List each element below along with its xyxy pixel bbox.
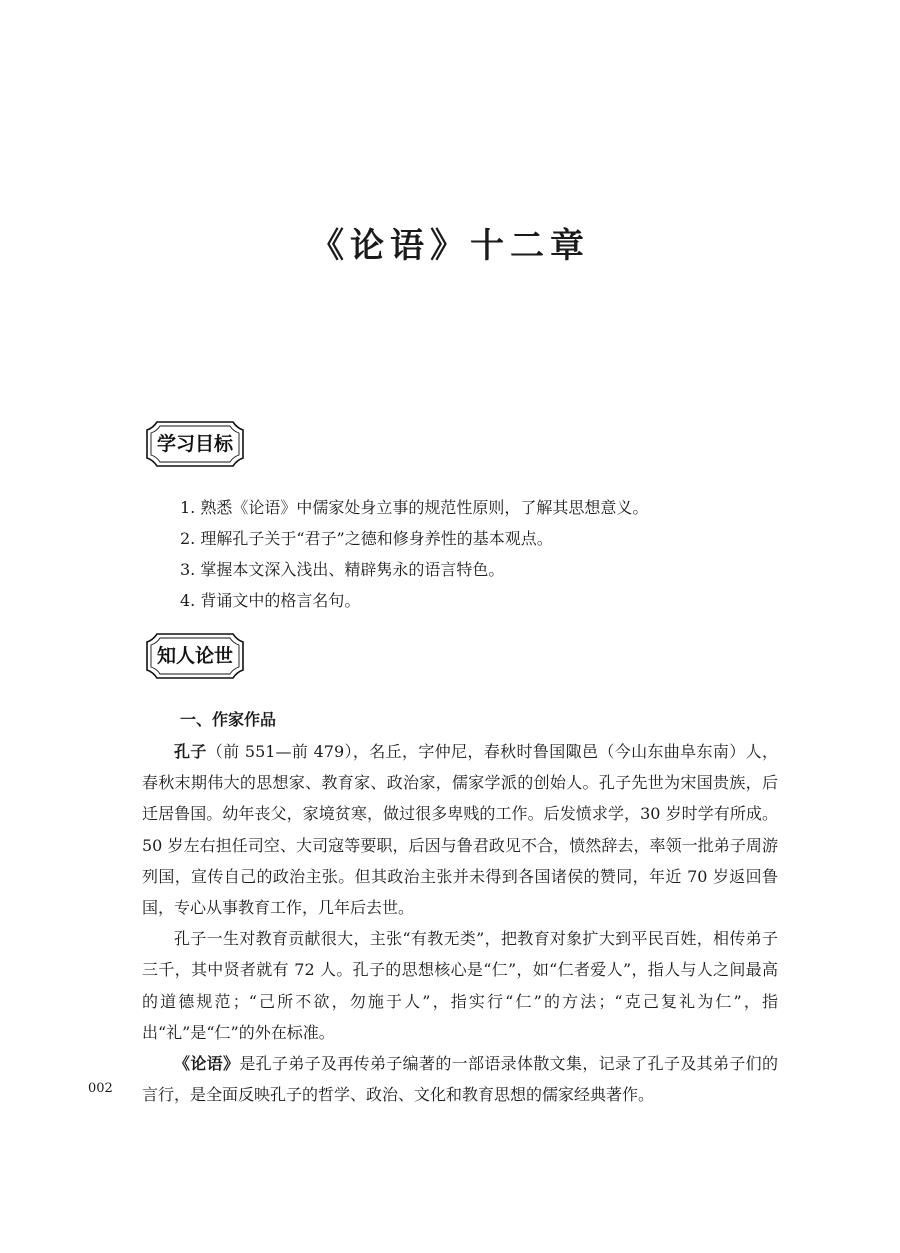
paragraph-text: （前 551—前 479），名丘，字仲尼，春秋时鲁国陬邑（今山东曲阜东南）人，春秋末期伟大的思想家、教育家、政治家，儒家学派的创始人。孔子先世为宋国贵族，后迁居鲁国。幼年丧父，家境贫寒，做过很多卑贱的工作。后发愤求学，30 岁时学有所成。50 岁左右担任司空、大司寇等要职，后因与鲁君政见不合，愤然辞去，率领一批弟子周游列国，宣传自己的政治主张。但其政治主张并未得到各国诸侯的赞同，年近 70 岁返回鲁国，专心从事教育工作，几年后去世。 xyxy=(142,742,778,918)
paragraph-lead: 《论语》 xyxy=(174,1054,240,1074)
section-subheading: 一、作家作品 xyxy=(180,710,277,729)
learning-goals-label: 学习目标 xyxy=(156,433,233,455)
paragraph-lead: 孔子 xyxy=(174,742,207,761)
learning-goals-list xyxy=(180,492,800,616)
goal-item: 2. 理解孔子关于“君子”之德和修身养性的基本观点。 xyxy=(180,529,553,548)
paragraph-text: 是孔子弟子及再传弟子编著的一部语录体散文集，记录了孔子及其弟子们的言行，是全面反映孔子的哲学、政治、文化和教育思想的儒家经典著作。 xyxy=(142,1054,778,1105)
author-context-label: 知人论世 xyxy=(156,645,233,667)
goal-item: 3. 掌握本文深入浅出、精辟隽永的语言特色。 xyxy=(180,560,505,579)
body-text xyxy=(142,736,778,1110)
author-context-badge xyxy=(143,630,247,682)
paragraph xyxy=(142,736,778,923)
paragraph-text: 孔子一生对教育贡献很大，主张“有教无类”，把教育对象扩大到平民百姓，相传弟子三千，其中贤者就有 72 人。孔子的思想核心是“仁”，如“仁者爱人”，指人与人之间最高的道德规范；“己所不欲，勿施于人”，指实行“仁”的方法；“克己复礼为仁”，指出“礼”是“仁”的外在标准。 xyxy=(142,929,778,1042)
page-number: 002 xyxy=(88,1081,113,1096)
learning-goals-badge xyxy=(143,418,247,470)
goal-item: 4. 背诵文中的格言名句。 xyxy=(180,591,361,610)
paragraph xyxy=(142,1048,778,1110)
paragraph xyxy=(142,923,778,1048)
goal-item: 1. 熟悉《论语》中儒家处身立事的规范性原则，了解其思想意义。 xyxy=(180,498,649,517)
chapter-title: 《论语》十二章 xyxy=(310,226,590,266)
